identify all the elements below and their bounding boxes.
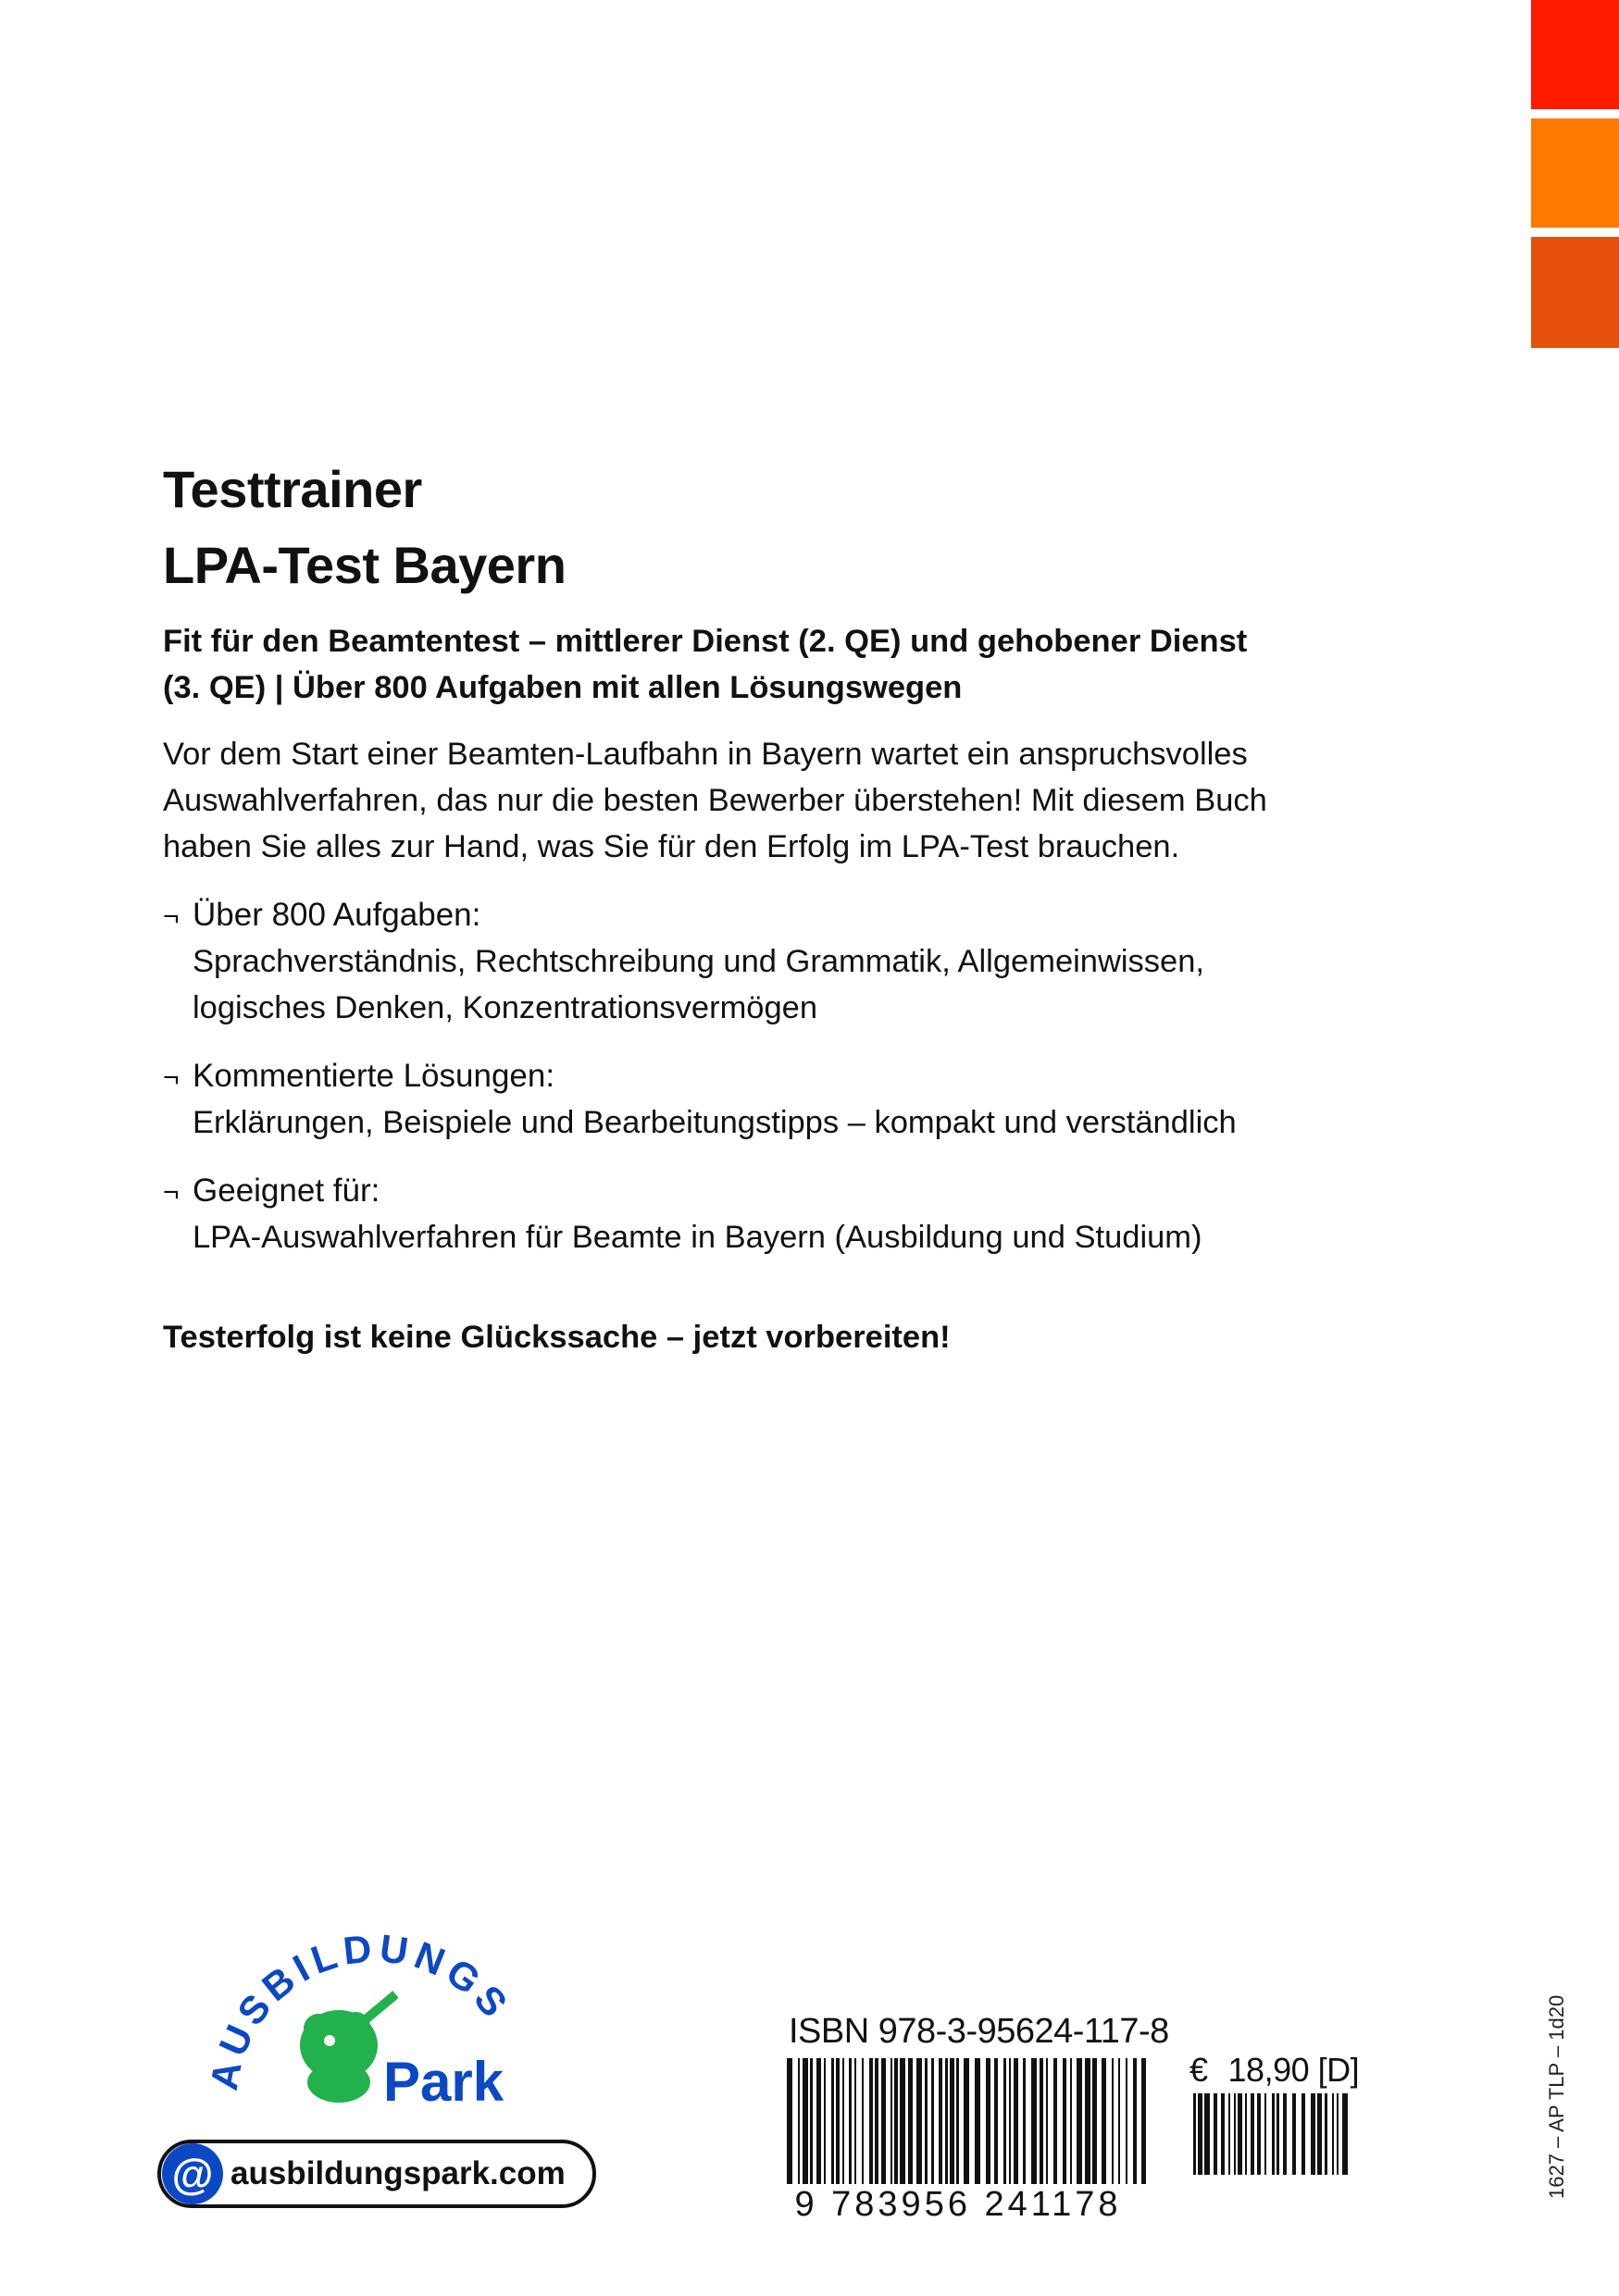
currency-symbol: € bbox=[1189, 2051, 1208, 2089]
barcode-bar bbox=[1070, 2058, 1072, 2184]
barcode-bar bbox=[1014, 2058, 1018, 2184]
color-tab-red bbox=[1531, 0, 1619, 109]
barcode-bar bbox=[875, 2058, 878, 2184]
barcode-bar bbox=[803, 2058, 808, 2184]
barcode-bar bbox=[1257, 2093, 1261, 2175]
barcode-bar bbox=[1003, 2058, 1006, 2184]
barcode-bar bbox=[1264, 2093, 1266, 2175]
barcode-bar bbox=[925, 2058, 928, 2184]
price-amount: 18,90 [D] bbox=[1227, 2051, 1360, 2089]
feature-text: Erklärungen, Beispiele und Bearbeitungstipps – kompakt und verständlich bbox=[193, 1105, 1237, 1140]
barcode-number: 9 783956 241178 bbox=[794, 2185, 1122, 2223]
barcode-bar bbox=[836, 2058, 840, 2184]
barcode-bar bbox=[994, 2058, 998, 2184]
barcode-bar bbox=[842, 2058, 844, 2184]
barcode-bar bbox=[1251, 2093, 1254, 2175]
feature-heading: Geeignet für: bbox=[193, 1173, 380, 1209]
barcode-bar bbox=[1031, 2058, 1037, 2184]
barcode-bar bbox=[1063, 2058, 1066, 2184]
barcode-bar bbox=[1283, 2093, 1287, 2175]
bullet-mark: ¬ bbox=[163, 1062, 180, 1093]
at-icon: @ bbox=[162, 2143, 223, 2204]
barcode-bar bbox=[931, 2058, 934, 2184]
barcode-bar bbox=[1133, 2058, 1137, 2184]
barcode-bar bbox=[1092, 2058, 1097, 2184]
barcode-bar bbox=[1337, 2093, 1339, 2175]
isbn-label: ISBN 978-3-95624-117-8 bbox=[789, 2012, 1169, 2051]
barcode-bar bbox=[1221, 2093, 1225, 2175]
feature-text: LPA-Auswahlverfahren für Beamte in Bayern (Ausbildung und Studium) bbox=[193, 1220, 1202, 1255]
barcode-bar bbox=[824, 2058, 826, 2184]
barcode-bar bbox=[916, 2058, 922, 2184]
barcode-bar bbox=[869, 2058, 873, 2184]
barcode-bar bbox=[1277, 2093, 1279, 2175]
color-tab-orange bbox=[1531, 118, 1619, 228]
intro-paragraph: Vor dem Start einer Beamten-Laufbahn in Bayern wartet ein anspruchsvolles Auswahlverfahren, das nur die besten Bewerber überstehen! Mit diesem Buch haben Sie alles zur Hand, was Sie für den Erfolg im LPA-Test brauchen. bbox=[163, 737, 1267, 864]
website-badge[interactable] bbox=[157, 2140, 596, 2208]
feature-heading: Über 800 Aufgaben: bbox=[193, 897, 481, 933]
barcode-bar bbox=[831, 2058, 834, 2184]
barcode-bar bbox=[1234, 2093, 1236, 2175]
barcode-bar bbox=[849, 2058, 852, 2184]
bullet-mark: ¬ bbox=[163, 1177, 180, 1208]
barcode-bar bbox=[1204, 2093, 1210, 2175]
barcode-bar bbox=[1214, 2093, 1217, 2175]
barcode-bar bbox=[1118, 2058, 1120, 2184]
barcode-bar bbox=[1245, 2093, 1247, 2175]
barcode-bar bbox=[900, 2058, 905, 2184]
barcode-bar bbox=[1046, 2058, 1048, 2184]
barcode-bar bbox=[1112, 2058, 1114, 2184]
barcode-bar bbox=[816, 2058, 821, 2184]
closing-slogan: Testerfolg ist keine Glückssache – jetzt vorbereiten! bbox=[163, 1320, 951, 1355]
feature-heading: Kommentierte Lösungen: bbox=[193, 1058, 555, 1094]
barcode-bar bbox=[1332, 2093, 1334, 2175]
logo-park-text: Park bbox=[383, 2051, 504, 2113]
barcode-bar bbox=[939, 2058, 942, 2184]
barcode-bar bbox=[1238, 2093, 1242, 2175]
barcode-bar bbox=[787, 2058, 792, 2184]
barcode-bar bbox=[1077, 2058, 1082, 2184]
logo-arc-text: AUSBILDUNGS bbox=[201, 1926, 520, 2094]
book-subtitle: Fit für den Beamtentest – mittlerer Dienst (2. QE) und gehobener Dienst (3. QE) | Über 800 Aufgaben mit allen Lösungswegen bbox=[163, 624, 1248, 705]
barcode-bar bbox=[1040, 2058, 1043, 2184]
barcode-bar bbox=[1198, 2093, 1202, 2175]
barcode-bar bbox=[1126, 2058, 1127, 2184]
feature-item bbox=[163, 1168, 1366, 1260]
barcode-bar bbox=[1317, 2093, 1322, 2175]
barcode-bar bbox=[986, 2058, 990, 2184]
barcode-bar bbox=[945, 2058, 948, 2184]
barcode-bar bbox=[854, 2058, 856, 2184]
barcode-bar bbox=[1301, 2093, 1305, 2175]
website-url[interactable]: ausbildungspark.com bbox=[230, 2155, 566, 2191]
barcode-bar bbox=[810, 2058, 813, 2184]
feature-text: Sprachverständnis, Rechtschreibung und Grammatik, Allgemeinwissen, logisches Denken, Konzentrationsvermögen bbox=[193, 944, 1205, 1025]
barcode-bar bbox=[1292, 2093, 1296, 2175]
book-title bbox=[163, 452, 566, 603]
publisher-logo bbox=[200, 1925, 561, 2119]
barcode-bar bbox=[1053, 2058, 1057, 2184]
barcode-bar bbox=[1141, 2058, 1146, 2184]
feature-item bbox=[163, 1053, 1366, 1146]
barcode-bar bbox=[1193, 2093, 1196, 2175]
barcode-bar bbox=[1102, 2058, 1106, 2184]
barcode-bar bbox=[1023, 2058, 1026, 2184]
bullet-mark: ¬ bbox=[163, 901, 180, 932]
barcode-bar bbox=[1009, 2058, 1011, 2184]
color-tab-dark-orange bbox=[1531, 237, 1619, 348]
barcode-bar bbox=[1311, 2093, 1315, 2175]
barcode-bar bbox=[908, 2058, 913, 2184]
barcode-bar bbox=[798, 2058, 800, 2184]
barcode-bar bbox=[956, 2058, 959, 2184]
title-line-1: Testtrainer bbox=[163, 460, 422, 518]
title-line-2: LPA-Test Bayern bbox=[163, 536, 567, 594]
barcode-bar bbox=[975, 2058, 980, 2184]
feature-list bbox=[163, 892, 1366, 1283]
barcode-bar bbox=[1085, 2058, 1090, 2184]
feature-item bbox=[163, 892, 1366, 1031]
barcode-bar bbox=[894, 2058, 898, 2184]
barcode-bar bbox=[1325, 2093, 1327, 2175]
barcode-bar bbox=[1272, 2093, 1275, 2175]
barcode-bar bbox=[881, 2058, 886, 2184]
barcode-bar bbox=[964, 2058, 969, 2184]
price-barcode bbox=[1189, 2093, 1356, 2175]
price-label bbox=[1189, 2051, 1359, 2090]
product-code: 1627 – AP TLP – 1d20 bbox=[1545, 1994, 1568, 2199]
barcode-bar bbox=[1342, 2093, 1348, 2175]
barcode-bar bbox=[950, 2058, 954, 2184]
barcode-bar bbox=[1228, 2093, 1230, 2175]
barcode-bar bbox=[890, 2058, 892, 2184]
barcode-bar bbox=[862, 2058, 864, 2184]
isbn-barcode bbox=[768, 2058, 1148, 2223]
